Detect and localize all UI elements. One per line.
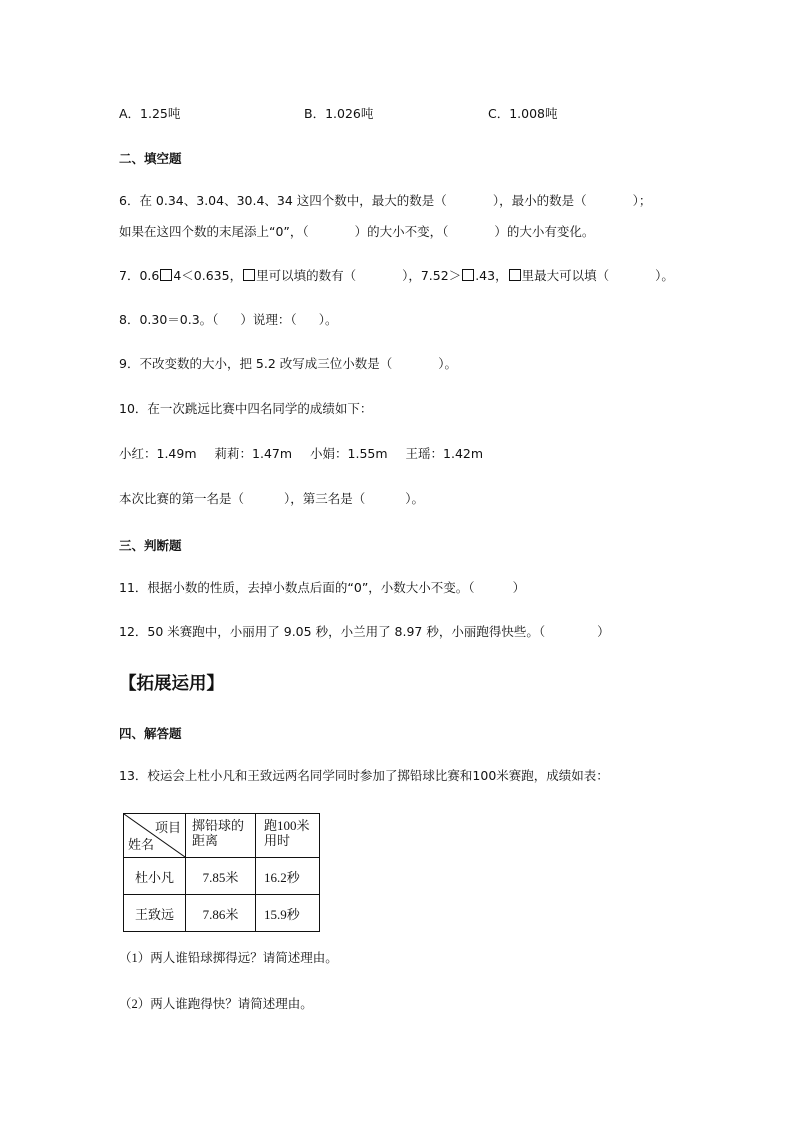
score-xiaojuan: 小娟：1.55m [310, 446, 388, 461]
row-distance: 7.86米 [186, 895, 256, 932]
q12-text-2: ） [597, 624, 610, 639]
q7-text-3: 里可以填的数有（ [256, 268, 357, 283]
header-sprint [256, 814, 320, 858]
table-header-row [124, 814, 320, 858]
q8-text-1: 8．0.30＝0.3。（ [119, 312, 219, 327]
q11-text-1: 11．根据小数的性质，去掉小数点后面的“0”，小数大小不变。（ [119, 580, 475, 595]
q7-text-5: .43， [475, 268, 508, 283]
extension-title: 【拓展运用】 [119, 674, 224, 694]
option-c: C．1.008吨 [488, 106, 558, 121]
q10-text-3: ）。 [405, 491, 425, 506]
table-row [124, 858, 320, 895]
question-13-intro: 13．校运会上杜小凡和王致远两名同学同时参加了掷铅球比赛和100米赛跑，成绩如表： [119, 768, 609, 783]
header-sprint-line1: 跑100米 [264, 818, 310, 833]
blank-square [509, 269, 521, 281]
q7-text-7: ）。 [655, 268, 674, 283]
question-10-intro: 10．在一次跳远比赛中四名同学的成绩如下： [119, 401, 373, 416]
question-6-line-1 [119, 193, 651, 209]
question-13-sub-1: （1）两人谁铅球掷得远？请简述理由。 [119, 951, 338, 965]
question-8 [119, 312, 337, 328]
header-shotput-line1: 掷铅球的 [192, 818, 245, 833]
q7-text-6: 里最大可以填（ [521, 268, 610, 283]
q6-text-5: ）的大小不变，（ [354, 224, 449, 239]
q6-text-3: ）； [632, 193, 652, 208]
section-title-judgement: 三、判断题 [119, 538, 182, 553]
question-12 [119, 624, 610, 640]
table-row [124, 895, 320, 932]
q8-text-3: ）。 [318, 312, 338, 327]
question-6-line-2 [119, 224, 594, 240]
score-lili: 莉莉：1.47m [214, 446, 293, 461]
q7-text-4: ），7.52＞ [402, 268, 462, 283]
corner-label-item: 项目 [154, 820, 181, 835]
section-title-fill-blank: 二、填空题 [119, 151, 182, 166]
question-10-scores [119, 446, 501, 462]
corner-label-name: 姓名 [128, 837, 155, 852]
option-b: B．1.026吨 [304, 106, 374, 121]
row-name: 杜小凡 [124, 858, 186, 895]
header-shotput-line2: 距离 [192, 833, 219, 848]
results-table [123, 813, 320, 932]
question-10-answer [119, 491, 424, 507]
row-time: 15.9秒 [256, 895, 320, 932]
q9-text-1: 9．不改变数的大小，把 5.2 改写成三位小数是（ [119, 356, 393, 371]
score-xiaohong: 小红：1.49m [119, 446, 197, 461]
header-sprint-line2: 用时 [264, 833, 291, 848]
q8-text-2: ）说理：（ [240, 312, 297, 327]
question-13-sub-2: （2）两人谁跑得快？请简述理由。 [119, 997, 313, 1011]
q10-text-1: 本次比赛的第一名是（ [119, 491, 245, 506]
blank-square [462, 269, 474, 281]
section-title-answer: 四、解答题 [119, 726, 182, 741]
header-shotput [186, 814, 256, 858]
q9-text-2: ）。 [438, 356, 458, 371]
q7-text-2: 4＜0.635， [173, 268, 243, 283]
score-wangyao: 王瑶：1.42m [405, 446, 484, 461]
question-11 [119, 580, 525, 596]
table-corner-cell [124, 814, 186, 858]
q6-text-4: 如果在这四个数的末尾添上“0”，（ [119, 224, 309, 239]
row-name: 王致远 [124, 895, 186, 932]
row-distance: 7.85米 [186, 858, 256, 895]
q11-text-2: ） [512, 580, 526, 595]
question-7 [119, 268, 674, 284]
q6-text-2: ），最小的数是（ [492, 193, 587, 208]
option-a: A．1.25吨 [119, 106, 181, 121]
q10-text-2: ），第三名是（ [284, 491, 366, 506]
blank-square [243, 269, 255, 281]
blank-square [160, 269, 172, 281]
question-9 [119, 356, 457, 372]
q7-text-1: 7．0.6 [119, 268, 160, 283]
row-time: 16.2秒 [256, 858, 320, 895]
q6-text-6: ）的大小有变化。 [494, 224, 595, 239]
q6-text-1: 6．在 0.34、3.04、30.4、34 这四个数中，最大的数是（ [119, 193, 447, 208]
q12-text-1: 12．50 米赛跑中，小丽用了 9.05 秒，小兰用了 8.97 秒，小丽跑得快些。（ [119, 624, 546, 639]
